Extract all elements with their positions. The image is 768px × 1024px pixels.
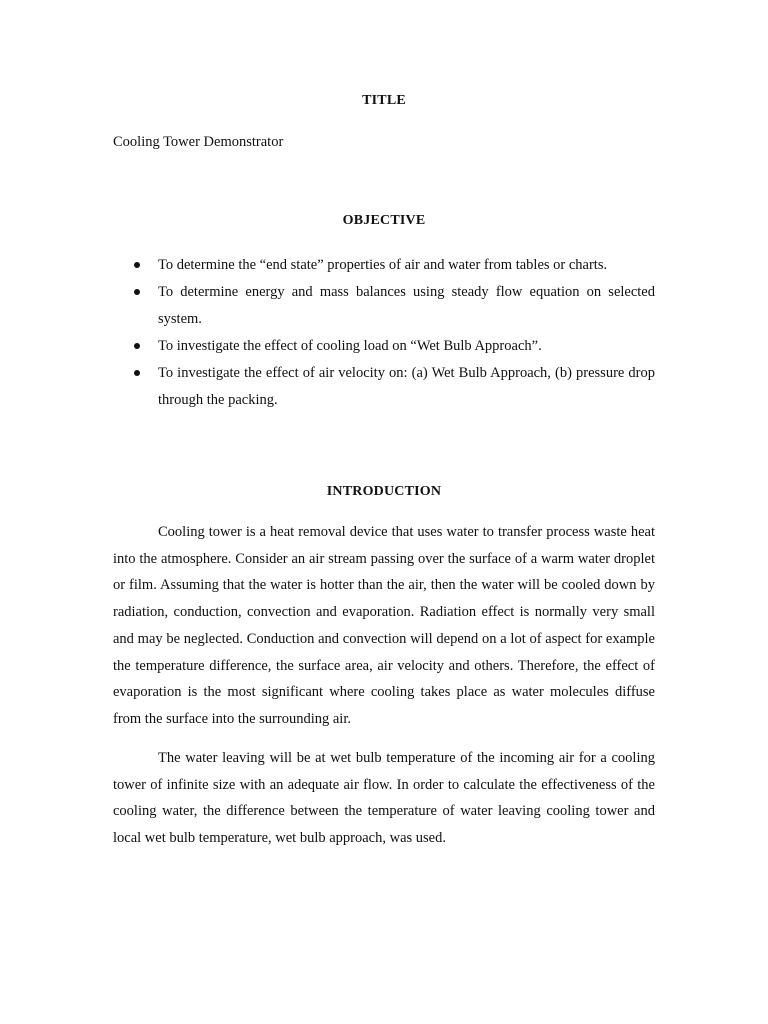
objective-item-text: To investigate the effect of cooling load on “Wet Bulb Approach”.	[158, 338, 542, 354]
introduction-paragraph: Cooling tower is a heat removal device that uses water to transfer process waste heat into the atmosphere. Consider an air stream passing over the surface of a warm water droplet or film. Assuming that the water is hotter than the air, then the water will be cooled down by radiation, conduction, convection and evaporation. Radiation effect is normally very small and may be neglected. Conduction and convection will depend on a lot of aspect for example the temperature difference, the surface area, air velocity and others. Therefore, the effect of evaporation is the most significant where cooling takes place as water molecules diffuse from the surface into the surrounding air.	[113, 524, 655, 727]
title-heading: TITLE	[362, 93, 406, 108]
objective-item-text: To determine the “end state” properties of air and water from tables or charts.	[158, 257, 608, 273]
objective-heading: OBJECTIVE	[342, 213, 426, 228]
objective-item-text: To investigate the effect of air velocity on: (a) Wet Bulb Approach, (b) pressure drop through the packing.	[158, 365, 655, 408]
bullet-icon	[134, 262, 140, 268]
bullet-icon	[134, 343, 140, 349]
title-text: Cooling Tower Demonstrator	[113, 134, 284, 150]
objective-item	[113, 333, 655, 360]
bullet-icon	[134, 370, 140, 376]
objective-item-text: To determine energy and mass balances using steady flow equation on selected system.	[158, 284, 655, 327]
bullet-icon	[134, 289, 140, 295]
introduction-paragraph: The water leaving will be at wet bulb temperature of the incoming air for a cooling tower of infinite size with an adequate air flow. In order to calculate the effectiveness of the cooling water, the difference between the temperature of water leaving cooling tower and local wet bulb temperature, wet bulb approach, was used.	[113, 750, 655, 847]
introduction-heading: INTRODUCTION	[326, 484, 442, 499]
objective-item	[113, 252, 655, 279]
objective-item	[113, 360, 655, 414]
objective-item	[113, 279, 655, 333]
objective-list	[113, 252, 655, 414]
